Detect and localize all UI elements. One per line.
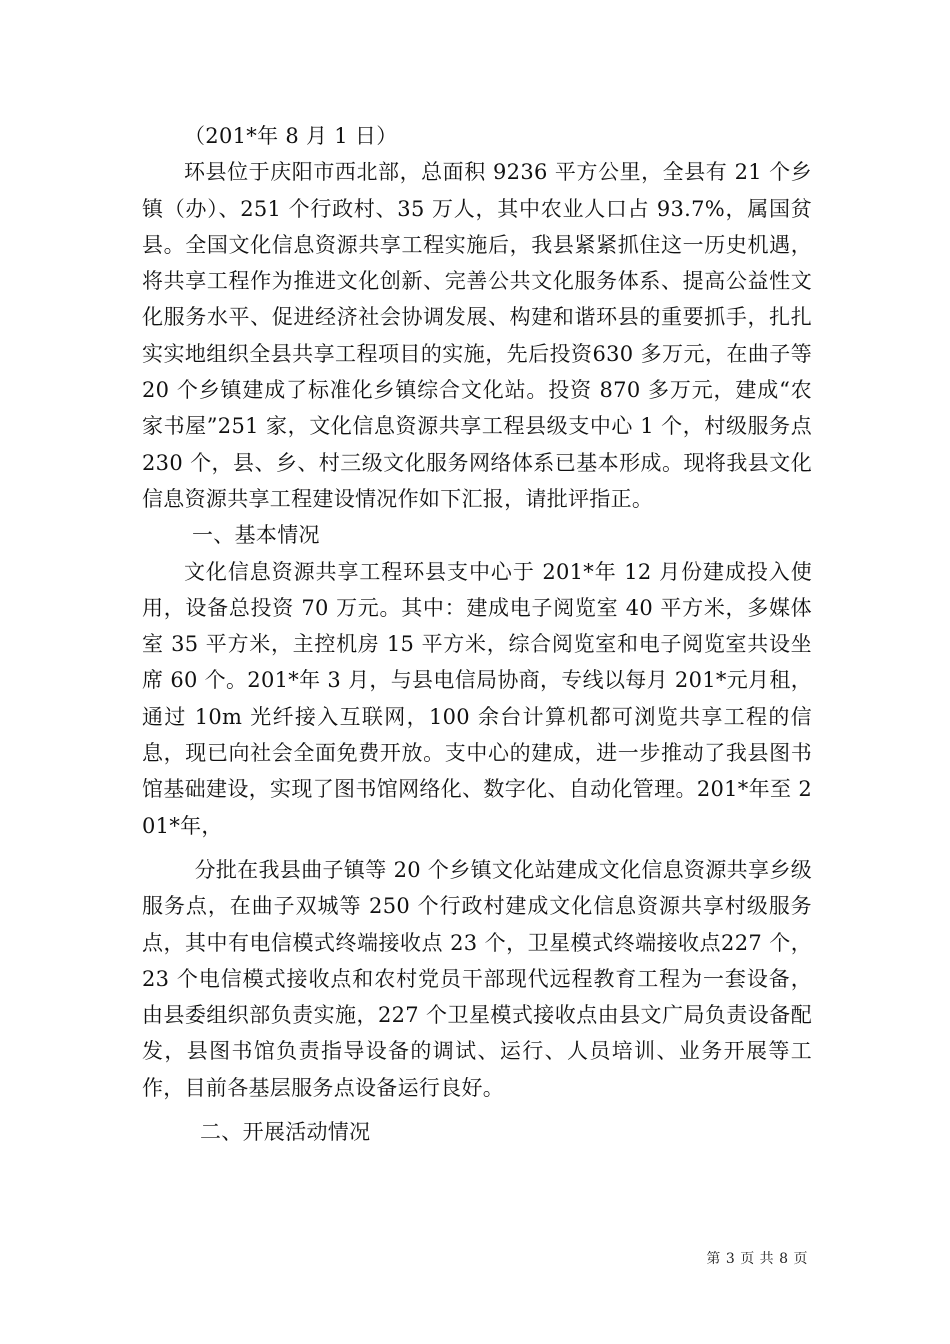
basic-situation-paragraph: 文化信息资源共享工程环县支中心于 201*年 12 月份建成投入使用，设备总投资 70 万元。其中：建成电子阅览室 40 平方米，多媒体室 35 平方米，主控机房 15 平方米，综合阅览室和电子阅览室共设坐席 60 个。201*年 3 月，与县电信局协商，专线以每月 201*元月租，通过 10m 光纤接入互联网，100 余台计算机都可浏览共享工程的信息，现已向社会全面免费开放。支中心的建成，进一步推动了我县图书馆基础建设，实现了图书馆网络化、数字化、自动化管理。201*年至 201*年， [142, 559, 812, 838]
section-heading-activities: 二、开展活动情况 [200, 1120, 371, 1145]
intro-paragraph: 环县位于庆阳市西北部，总面积 9236 平方公里，全县有 21 个乡镇（办）、251 个行政村、35 万人，其中农业人口占 93.7%，属国贫县。全国文化信息资源共享工程实施后，我县紧紧抓住这一历史机遇，将共享工程作为推进文化创新、完善公共文化服务体系、提高公益性文化服务水平、促进经济社会协调发展、构建和谐环县的重要抓手，扎扎实实地组织全县共享工程项目的实施，先后投资630 多万元，在曲子等 20 个乡镇建成了标准化乡镇综合文化站。投资 870 多万元，建成“农家书屋”251 家，文化信息资源共享工程县级支中心 1 个，村级服务点 230 个，县、乡、村三级文化服务网络体系已基本形成。现将我县文化信息资源共享工程建设情况作如下汇报，请批评指正。 [142, 160, 812, 511]
paragraph-gap [142, 1106, 812, 1114]
service-points-paragraph: 分批在我县曲子镇等 20 个乡镇文化站建成文化信息资源共享乡级服务点，在曲子双城等 250 个行政村建成文化信息资源共享村级服务点，其中有电信模式终端接收点 23 个，卫星模式终端接收点227 个，23 个电信模式接收点和农村党员干部现代远程教育工程为一套设备，由县委组织部负责实施，227 个卫星模式接收点由县文广局负责设备配发，县图书馆负责指导设备的调试、运行、人员培训、业务开展等工作，目前各基层服务点设备运行良好。 [142, 857, 812, 1100]
page-number-footer: 第 3 页 共 8 页 [706, 1251, 808, 1267]
paragraph-gap [142, 844, 812, 852]
document-body [142, 118, 812, 1150]
section-heading-basic-situation: 一、基本情况 [192, 523, 320, 548]
date-line: （201*年 8 月 1 日） [184, 124, 398, 148]
